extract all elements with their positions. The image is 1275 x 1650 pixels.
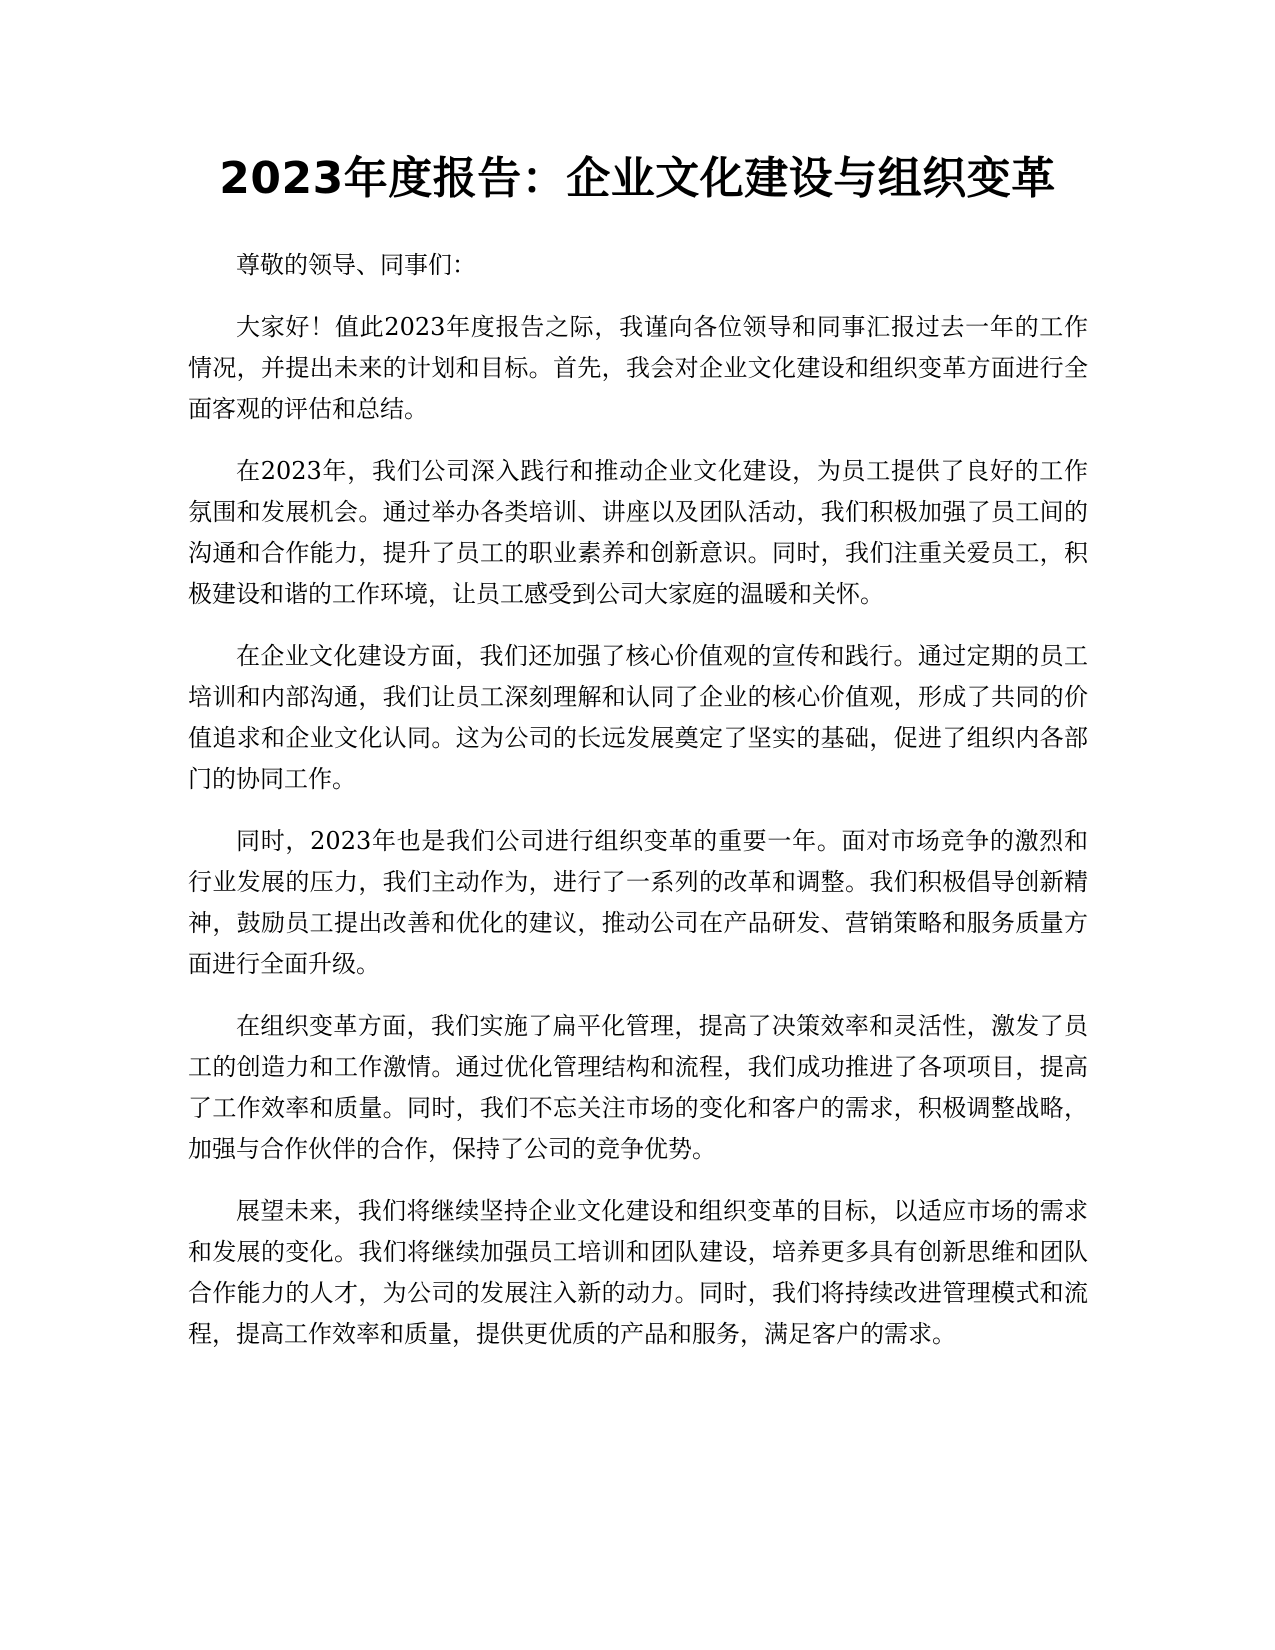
paragraph-1: 大家好！值此2023年度报告之际，我谨向各位领导和同事汇报过去一年的工作情况，并提出未来的计划和目标。首先，我会对企业文化建设和组织变革方面进行全面客观的评估和总结。 xyxy=(188,313,1088,423)
paragraph-2: 在2023年，我们公司深入践行和推动企业文化建设，为员工提供了良好的工作氛围和发展机会。通过举办各类培训、讲座以及团队活动，我们积极加强了员工间的沟通和合作能力，提升了员工的职业素养和创新意识。同时，我们注重关爱员工，积极建设和谐的工作环境，让员工感受到公司大家庭的温暖和关怀。 xyxy=(188,457,1088,608)
document-title: 2023年度报告：企业文化建设与组织变革 xyxy=(219,153,1056,204)
paragraph-3: 在企业文化建设方面，我们还加强了核心价值观的宣传和践行。通过定期的员工培训和内部沟通，我们让员工深刻理解和认同了企业的核心价值观，形成了共同的价值追求和企业文化认同。这为公司的长远发展奠定了坚实的基础，促进了组织内各部门的协同工作。 xyxy=(188,642,1088,793)
greeting-line: 尊敬的领导、同事们： xyxy=(236,251,476,279)
paragraph-5: 在组织变革方面，我们实施了扁平化管理，提高了决策效率和灵活性，激发了员工的创造力和工作激情。通过优化管理结构和流程，我们成功推进了各项项目，提高了工作效率和质量。同时，我们不忘关注市场的变化和客户的需求，积极调整战略，加强与合作伙伴的合作，保持了公司的竞争优势。 xyxy=(188,1012,1088,1163)
document-body xyxy=(188,245,1088,1376)
paragraph-4: 同时，2023年也是我们公司进行组织变革的重要一年。面对市场竞争的激烈和行业发展的压力，我们主动作为，进行了一系列的改革和调整。我们积极倡导创新精神，鼓励员工提出改善和优化的建议，推动公司在产品研发、营销策略和服务质量方面进行全面升级。 xyxy=(188,827,1088,978)
paragraph-6: 展望未来，我们将继续坚持企业文化建设和组织变革的目标，以适应市场的需求和发展的变化。我们将继续加强员工培训和团队建设，培养更多具有创新思维和团队合作能力的人才，为公司的发展注入新的动力。同时，我们将持续改进管理模式和流程，提高工作效率和质量，提供更优质的产品和服务，满足客户的需求。 xyxy=(188,1197,1088,1348)
